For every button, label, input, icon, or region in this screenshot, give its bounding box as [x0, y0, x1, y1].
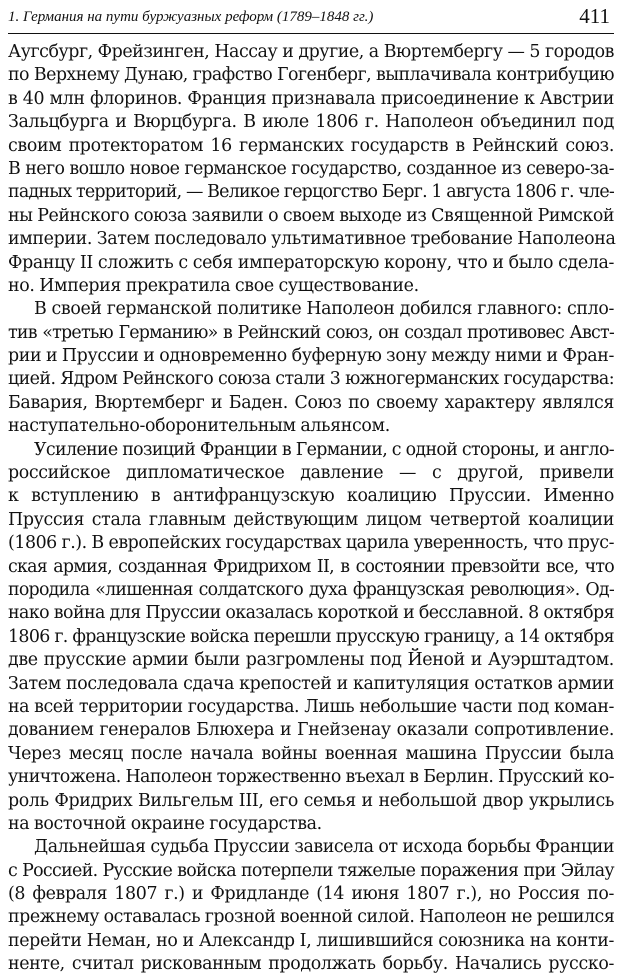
text-line: (8 февраля 1807 г.) и Фридланде (14 июня 1807 г.), но Россия по-	[8, 884, 614, 905]
text-line: перейти Неман, но и Александр I, лишившийся союзника на конти-	[8, 930, 614, 951]
text-line: В него вошло новое германское государство, созданное из северо-за-	[8, 158, 614, 179]
text-line: российское дипломатическое давление — с другой, привели	[8, 463, 614, 484]
text-line: уничтожена. Наполеон торжественно въехал в Берлин. Прусский ко-	[8, 767, 614, 788]
text-line: Зальцбурга и Вюрцбурга. В июле 1806 г. Наполеон объединил под	[8, 112, 614, 133]
text-line: в 40 млн флоринов. Франция признавала присоединение к Австрии	[8, 88, 614, 109]
paragraph-first-line: В своей германской политике Наполеон добился главного: спло-	[34, 299, 614, 320]
text-line: ненте, считал рискованным продолжать борьбу. Начались русско-	[8, 954, 614, 975]
header-rule	[8, 33, 614, 34]
text-line: по Верхнему Дунаю, графство Гогенберг, выплачивала контрибуцию	[8, 65, 614, 86]
body-text	[8, 41, 614, 977]
paragraph-first-line: Усиление позиций Франции в Германии, с одной стороны, и англо-	[34, 439, 614, 460]
text-line: прежнему оставалась грозной военной силой. Наполеон не решился	[8, 907, 615, 928]
text-line: Через месяц после начала войны военная машина Пруссии была	[8, 743, 614, 764]
text-line: тив «третью Германию» в Рейнский союз, он создал противовес Авст-	[8, 322, 614, 343]
text-line: цией. Ядром Рейнского союза стали 3 южногерманских государства:	[8, 369, 614, 390]
text-line: рии и Пруссии и одновременно буферную зону между ними и Фран-	[8, 346, 615, 367]
text-line: Пруссия стала главным действующим лицом четвертой коалиции	[8, 509, 614, 530]
paragraph-last-line: наступательно-оборонительным альянсом.	[8, 416, 390, 437]
running-header	[8, 4, 614, 36]
text-line: своим протекторатом 16 германских государств в Рейнский союз.	[8, 135, 614, 156]
text-line: Аугсбург, Фрейзинген, Нассау и другие, а Вюртембергу — 5 городов	[8, 42, 614, 62]
text-line: (1806 г.). В европейских государствах царила уверенность, что прус-	[8, 533, 614, 554]
text-line: падных территорий, — Великое герцогство Берг. 1 августа 1806 г. чле-	[8, 182, 614, 203]
chapter-running-title: 1. Германия на пути буржуазных реформ (1789–1848 гг.)	[8, 9, 374, 25]
text-line: роль Фридрих Вильгельм III, его семья и небольшой двор укрылись	[8, 790, 614, 811]
text-line: породила «лишенная солдатского духа французская революция». Од-	[8, 579, 614, 600]
text-line: 1806 г. французские войска перешли прусскую границу, а 14 октября	[8, 626, 614, 647]
paragraph-first-line: Дальнейшая судьба Пруссии зависела от исхода борьбы Франции	[34, 837, 614, 858]
text-line: Бавария, Вюртемберг и Баден. Союз по своему характеру являлся	[8, 392, 614, 413]
text-line: ны Рейнского союза заявили о своем выходе из Священной Римской	[8, 205, 614, 226]
text-line: к вступлению в антифранцузскую коалицию Пруссии. Именно	[8, 486, 614, 507]
paragraph-last-line: но. Империя прекратила свое существование.	[8, 275, 419, 296]
text-line: две прусские армии были разгромлены под Йеной и Ауэрштадтом.	[8, 650, 614, 671]
text-line: на всей территории государства. Лишь небольшие части под коман-	[8, 696, 614, 717]
text-line: Францу II сложить с себя императорскую корону, что и было сдела-	[8, 252, 614, 273]
text-line: с Россией. Русские войска потерпели тяжелые поражения при Эйлау	[8, 860, 614, 881]
paragraph-last-line: на восточной окраине государства.	[8, 813, 322, 834]
page-number: 411	[579, 4, 610, 28]
text-line: дованием генералов Блюхера и Гнейзенау оказали сопротивление.	[8, 720, 614, 741]
text-line: Затем последовала сдача крепостей и капитуляция остатков армии	[8, 673, 614, 694]
text-line: ская армия, созданная Фридрихом II, в состоянии превзойти все, что	[8, 556, 614, 577]
text-line: империи. Затем последовало ультимативное требование Наполеона	[8, 229, 616, 250]
text-line: нако война для Пруссии оказалась короткой и бесславной. 8 октября	[8, 603, 614, 624]
